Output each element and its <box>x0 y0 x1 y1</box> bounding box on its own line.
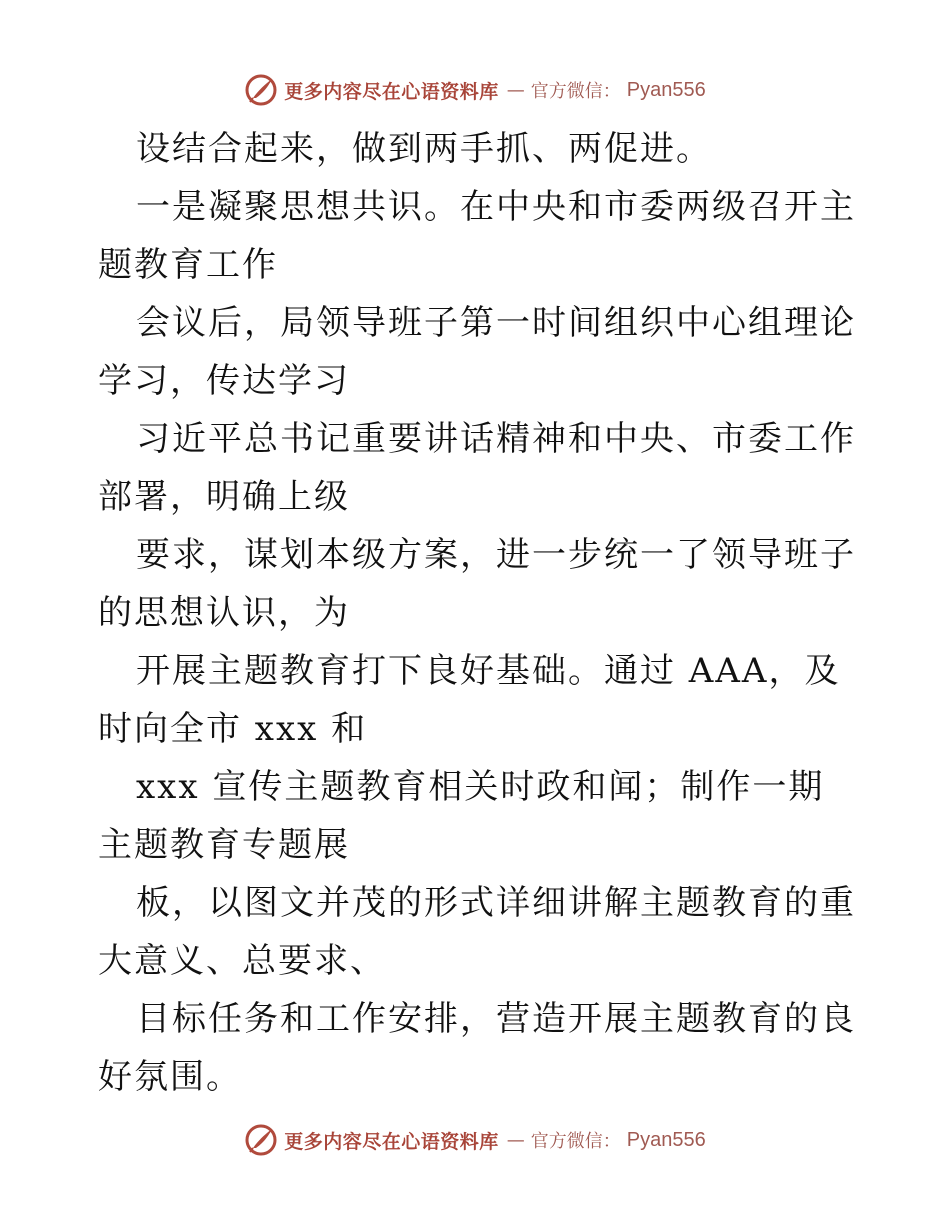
paragraph-text: 会议后，局领导班子第一时间组织中心组理论学习，传达学习 <box>98 303 856 401</box>
banner-wechat-label: 官方微信： <box>530 81 621 102</box>
paragraph-text: 一是凝聚思想共识。在中央和市委两级召开主题教育工作 <box>98 187 856 285</box>
paragraph <box>98 294 858 410</box>
header-banner <box>0 70 950 110</box>
banner-wechat-label: 官方微信： <box>530 1131 621 1152</box>
banner-separator: — <box>506 1129 525 1151</box>
banner-title: 更多内容尽在心语资料库 <box>284 1130 499 1153</box>
quill-logo-icon <box>244 1123 278 1157</box>
quill-logo-icon <box>244 73 278 107</box>
paragraph <box>98 990 858 1106</box>
paragraph <box>98 874 858 990</box>
paragraph <box>98 410 858 526</box>
footer-banner <box>0 1120 950 1160</box>
paragraph-text: 开展主题教育打下良好基础。通过 AAA，及时向全市 xxx 和 <box>98 651 841 749</box>
paragraph <box>98 526 858 642</box>
paragraph-text: 板，以图文并茂的形式详细讲解主题教育的重大意义、总要求、 <box>98 883 856 981</box>
banner-title: 更多内容尽在心语资料库 <box>284 80 499 103</box>
document-body <box>98 120 858 1106</box>
paragraph-text: 目标任务和工作安排，营造开展主题教育的良好氛围。 <box>98 999 856 1097</box>
paragraph-text: xxx 宣传主题教育相关时政和闻；制作一期主题教育专题展 <box>98 767 825 865</box>
banner-wechat-id: Pyan556 <box>626 78 706 101</box>
paragraph-text: 设结合起来，做到两手抓、两促进。 <box>136 129 712 169</box>
paragraph-text: 习近平总书记重要讲话精神和中央、市委工作部署，明确上级 <box>98 419 856 517</box>
banner-wechat-id: Pyan556 <box>626 1128 706 1151</box>
paragraph-text: 要求，谋划本级方案，进一步统一了领导班子的思想认识，为 <box>98 535 856 633</box>
paragraph <box>98 120 858 178</box>
banner-separator: — <box>506 79 525 101</box>
paragraph <box>98 758 858 874</box>
paragraph <box>98 178 858 294</box>
paragraph <box>98 642 858 758</box>
